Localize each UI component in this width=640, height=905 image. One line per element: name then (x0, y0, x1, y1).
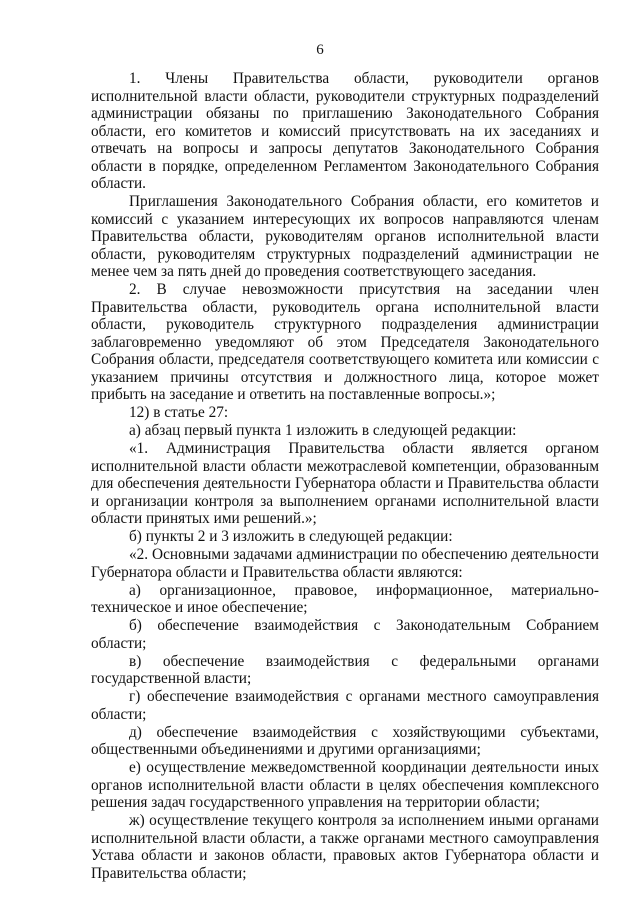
paragraph-task-d: д) обеспечение взаимодействия с хозяйствующими субъектами, общественными объединениями и другими организациями; (91, 723, 599, 758)
paragraph-task-e: е) осуществление межведомственной координации деятельности иных органов исполнительной власти области в целях обеспечения комплексного решения задач государственного управления на территории области; (91, 759, 599, 811)
paragraph-task-a: а) организационное, правовое, информационное, материально-техническое и иное обеспечение; (91, 581, 599, 616)
page-number: 6 (316, 42, 324, 58)
document-body (91, 70, 599, 882)
paragraph-new-clause-1: «1. Администрация Правительства области является органом исполнительной власти области межотраслевой компетенции, образованным для обеспечения деятельности Губернатора области и Правительства области и организации контроля за выполнением органами исполнительной власти области принятых ими решений.»; (91, 440, 599, 527)
paragraph-item-12: 12) в статье 27: (129, 404, 229, 421)
paragraph-subitem-b: б) пункты 2 и 3 изложить в следующей редакции: (129, 528, 453, 545)
paragraph-new-clause-2: «2. Основными задачами администрации по обеспечению деятельности Губернатора области и Правительства области являются: (91, 546, 599, 581)
paragraph-subitem-a: а) абзац первый пункта 1 изложить в следующей редакции: (129, 422, 517, 439)
paragraph-task-v: в) обеспечение взаимодействия с федеральными органами государственной власти; (91, 652, 599, 687)
paragraph-task-b: б) обеспечение взаимодействия с Законодательным Собранием области; (91, 617, 599, 652)
paragraph-task-zh: ж) осуществление текущего контроля за исполнением иными органами исполнительной власти области, а также органами местного самоуправления Устава области и законов области, правовых актов Губернатора области и Правительства области; (91, 812, 599, 882)
paragraph-task-g: г) обеспечение взаимодействия с органами местного самоуправления области; (91, 688, 599, 723)
paragraph-invitations: Приглашения Законодательного Собрания области, его комитетов и комиссий с указанием интересующих их вопросов направляются членам Правительства области, руководителям органов исполнительной власти области, руководителям структурных подразделений администрации не менее чем за пять дней до проведения соответствующего заседания. (91, 193, 599, 280)
paragraph-clause-2: 2. В случае невозможности присутствия на заседании член Правительства области, руководитель органа исполнительной власти области, руководитель структурного подразделения администрации заблаговременно уведомляют об этом Председателя Законодательного Собрания области, председателя соответствующего комитета или комиссии с указанием причины отсутствия и должностного лица, которое может прибыть на заседание и ответить на поставленные вопросы.»; (91, 281, 599, 403)
paragraph-clause-1: 1. Члены Правительства области, руководители органов исполнительной власти области, руководители структурных подразделений администрации обязаны по приглашению Законодательного Собрания области, его комитетов и комиссий присутствовать на их заседаниях и отвечать на вопросы и запросы депутатов Законодательного Собрания области в порядке, определенном Регламентом Законодательного Собрания области. (91, 70, 599, 192)
